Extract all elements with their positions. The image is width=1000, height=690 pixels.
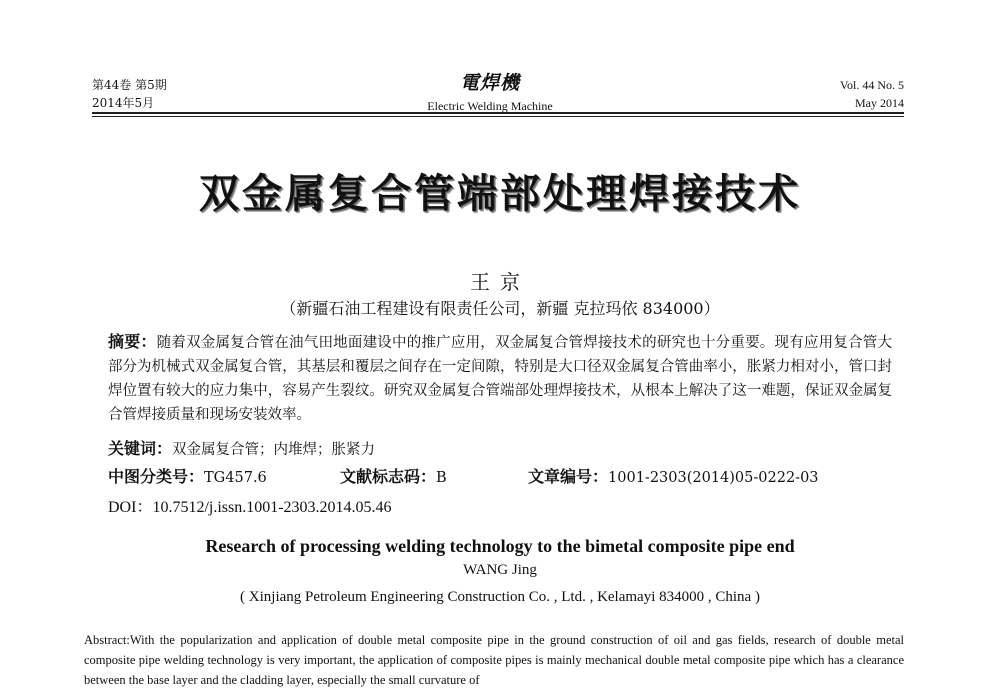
- article-number-label: 文章编号：: [528, 467, 609, 486]
- clc-label: 中图分类号：: [108, 467, 205, 486]
- volume-issue-cn: 第44卷 第5期: [92, 78, 167, 92]
- date-en: May 2014: [855, 96, 904, 110]
- paper-title: 双金属复合管端部处理焊接技术: [199, 171, 801, 217]
- abstract-text: 随着双金属复合管在油气田地面建设中的推广应用，双金属复合管焊接技术的研究也十分重要。现有应用复合管大部分为机械式双金属复合管，其基层和覆层之间存在一定间隙，特别是大口径双金属复合管曲率小，胀紧力相对小，管口封焊位置有较大的应力集中，容易产生裂纹。研究双金属复合管端部处理焊接技术，从根本上解决了这一难题，保证双金属复合管焊接质量和现场安装效率。: [108, 335, 892, 423]
- volume-issue-en: Vol. 44 No. 5: [839, 78, 904, 92]
- doc-code-label: 文献标志码：: [340, 467, 437, 486]
- journal-name-en: Electric Welding Machine: [427, 99, 553, 113]
- english-author: WANG Jing: [463, 562, 537, 578]
- keywords-label: 关键词：: [108, 439, 173, 458]
- clc-value: TG457.6: [204, 470, 267, 486]
- abstract-cn: [108, 330, 892, 427]
- classification-line: [108, 464, 892, 487]
- journal-header-center: [360, 68, 620, 114]
- doc-code-group: [340, 464, 447, 487]
- header-rule-thin: [92, 116, 904, 117]
- article-number-value: 1001-2303(2014)05-0222-03: [608, 470, 819, 486]
- article-number-group: [528, 464, 819, 487]
- author-affiliation: （新疆石油工程建设有限责任公司，新疆 克拉玛依 834000）: [280, 299, 720, 318]
- date-cn: 2014年5月: [92, 96, 155, 110]
- english-abstract-text: With the popularization and application of double metal composite pipe in the ground construction of oil and gas fields, research of double metal composite pipe welding technology is very important, the application of composite pipes is mainly mechanical double metal composite pipe which has a clearance between the base layer and the cladding layer, especially the small curvature of: [84, 633, 904, 687]
- english-title: Research of processing welding technology to the bimetal composite pipe end: [205, 536, 795, 556]
- abstract-label: 摘要：: [108, 332, 157, 351]
- doi-line: DOI：10.7512/j.issn.1001-2303.2014.05.46: [108, 499, 392, 516]
- english-abstract: [84, 630, 904, 690]
- english-affiliation: ( Xinjiang Petroleum Engineering Construction Co. , Ltd. , Kelamayi 834000 , China ): [240, 589, 760, 605]
- journal-header-right: [840, 76, 904, 112]
- doc-code-value: B: [436, 470, 447, 486]
- header-rule-thick: [92, 112, 904, 114]
- keywords-line: [108, 436, 375, 459]
- english-abstract-label: Abstract:: [84, 633, 130, 647]
- author-name: 王京: [470, 270, 530, 294]
- journal-header-left: [92, 76, 167, 112]
- keywords-text: 双金属复合管；内堆焊；胀紧力: [172, 442, 376, 458]
- journal-logo-cn: 電焊機: [459, 72, 520, 94]
